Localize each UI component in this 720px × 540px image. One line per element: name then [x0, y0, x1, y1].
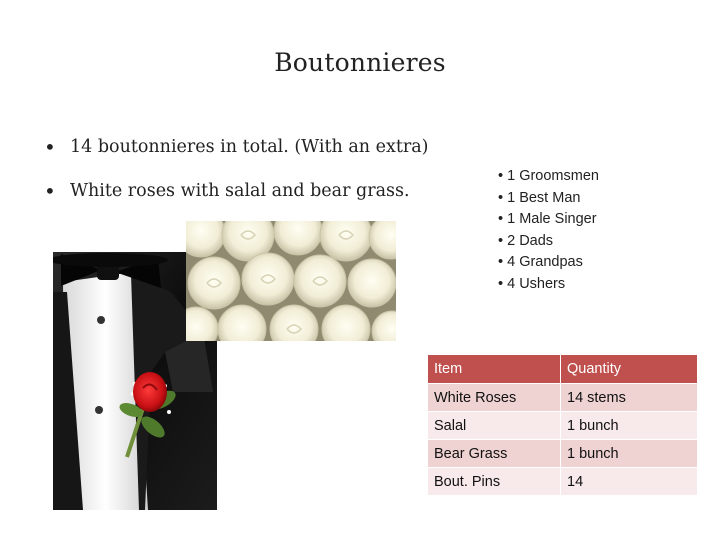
bullet-list: [44, 134, 428, 222]
quantity-cell: 14: [561, 468, 698, 496]
quantity-cell: 1 bunch: [561, 440, 698, 468]
bullet-dot-icon: •: [44, 135, 56, 159]
item-cell: Bout. Pins: [428, 468, 561, 496]
column-header-item: Item: [428, 355, 561, 384]
supplies-table: [427, 354, 698, 496]
table-row: [428, 412, 698, 440]
column-header-quantity: Quantity: [561, 355, 698, 384]
bullet-dot-icon: •: [44, 179, 56, 203]
role-item: • 4 Ushers: [498, 275, 566, 292]
role-item: • 2 Dads: [498, 232, 554, 249]
role-item: • 1 Best Man: [498, 189, 581, 206]
table-row: [428, 440, 698, 468]
table-row: [428, 384, 698, 412]
role-list: [498, 166, 599, 296]
bullet-item: • 14 boutonnieres in total. (With an extra): [44, 135, 429, 159]
item-cell: White Roses: [428, 384, 561, 412]
role-item: • 1 Male Singer: [498, 211, 597, 228]
item-cell: Bear Grass: [428, 440, 561, 468]
quantity-cell: 1 bunch: [561, 412, 698, 440]
item-cell: Salal: [428, 412, 561, 440]
quantity-cell: 14 stems: [561, 384, 698, 412]
role-item: • 1 Groomsmen: [498, 168, 599, 184]
white-roses-photo: [186, 221, 396, 341]
slide-title: Boutonnieres: [274, 48, 446, 77]
table-row: [428, 468, 698, 496]
role-item: • 4 Grandpas: [498, 254, 583, 271]
bullet-item: • White roses with salal and bear grass.: [44, 179, 410, 203]
table-header-row: [428, 355, 698, 384]
